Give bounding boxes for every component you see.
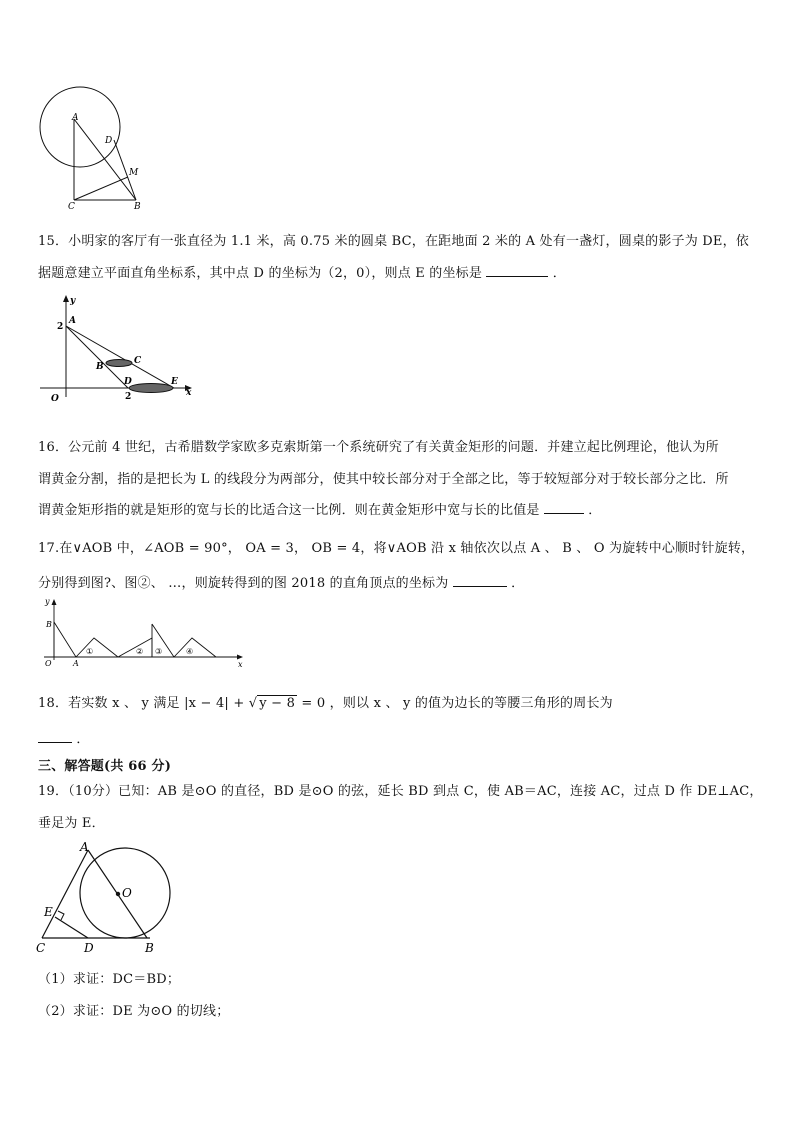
q19-label-C: C [36, 941, 46, 955]
q15-shadow [129, 384, 173, 393]
q17-triangle-4 [174, 638, 216, 657]
q15-line2-row [38, 262, 566, 281]
q18-sqrt: √ y − 8 [248, 696, 296, 711]
q19-label-B: B [145, 941, 154, 955]
q15-figure [36, 292, 201, 404]
q14-label-M: M [129, 168, 139, 178]
q17-label-circle3: ③ [155, 647, 163, 656]
q19-part1: （1）求证：DC＝BD； [38, 972, 181, 987]
q15-end: ． [552, 266, 566, 281]
q15-line1: 15．小明家的客厅有一张直径为 1.1 米，高 0.75 米的圆桌 BC，在距地面 2 米的 A 处有一盏灯，圆桌的影子为 DE，依 [38, 234, 749, 249]
q15-line-AD [66, 326, 128, 388]
q19-label-O: O [122, 886, 132, 900]
q19-line1: 19．（10分）已知：AB 是⊙O 的直径，BD 是⊙O 的弦，延长 BD 到点 C，使 AB＝AC，连接 AC，过点 D 作 DE⊥AC， [38, 784, 763, 799]
q15-label-A: A [69, 316, 76, 326]
q16-end: ． [588, 503, 602, 518]
q15-label-B: B [96, 362, 104, 372]
q17-figure [36, 594, 251, 670]
q19-label-D: D [84, 941, 94, 955]
q19-label-A: A [80, 840, 89, 854]
q16-line2: 谓黄金分割，指的是把长为 L 的线段分为两部分，使其中较长部分对于全部之比，等于较短部分对于较长部分之比．所 [38, 472, 729, 487]
section3-title: 三、解答题(共 66 分) [38, 759, 172, 774]
q15-label-y: y [70, 296, 76, 306]
q15-label-O: O [51, 394, 59, 404]
q19-center-dot [116, 892, 120, 896]
q17-answer-blank[interactable] [453, 574, 507, 587]
q18-answer-blank[interactable] [38, 730, 72, 743]
q16-line3-row [38, 499, 602, 518]
q18-sqrt-arg: y − 8 [259, 696, 296, 711]
q14-label-A: A [72, 113, 79, 123]
q15-label-x: x [186, 388, 192, 398]
q19-right-angle-mark [58, 911, 64, 920]
q17-triangle-2 [118, 638, 152, 657]
q19-part2: （2）求证：DE 为⊙O 的切线； [38, 1004, 230, 1019]
q15-label-2y: 2 [57, 322, 64, 332]
q14-line-CM [74, 177, 128, 200]
q19-label-E: E [44, 905, 53, 919]
q17-x-arrow [237, 655, 243, 660]
q16-line1: 16．公元前 4 世纪，古希腊数学家欧多克索斯第一个系统研究了有关黄金矩形的问题．并建立起比例理论，他认为所 [38, 440, 719, 455]
q17-y-arrow [52, 599, 57, 605]
q18-eq: = 0 [301, 696, 326, 711]
q14-label-C: C [68, 202, 75, 212]
q17-line2: 分别得到图?、图②、 …，则旋转得到的图 2018 的直角顶点的坐标为 [38, 576, 449, 591]
q17-label-circle1: ① [86, 647, 94, 656]
q17-label-A: A [73, 659, 79, 668]
q19-line-DE [55, 917, 88, 938]
q17-label-circle2: ② [136, 647, 144, 656]
q15-y-arrow [63, 295, 69, 302]
q16-answer-blank[interactable] [544, 501, 584, 514]
q15-answer-blank[interactable] [486, 264, 548, 277]
q15-label-2x: 2 [125, 392, 132, 402]
q19-line-AC [42, 850, 88, 938]
q17-label-circle4: ④ [186, 647, 194, 656]
q15-label-E: E [171, 377, 178, 387]
q18-prefix: 18．若实数 x 、 y 满足 [38, 696, 180, 711]
q18-end: ． [76, 732, 90, 747]
q14-label-B: B [134, 202, 141, 212]
q17-line2-row [38, 572, 524, 591]
q17-end: ． [511, 576, 525, 591]
q14-label-D: D [105, 136, 113, 146]
q14-line-AB [74, 119, 136, 200]
q14-figure [30, 85, 160, 215]
q17-line1: 17.在∨AOB 中，∠AOB = 90°， OA = 3， OB = 4，将∨AOB 沿 x 轴依次以点 A 、 B 、 O 为旋转中心顺时针旋转， [38, 541, 755, 556]
q18-abs: |x − 4| [184, 696, 230, 711]
q18-answer-row [38, 728, 90, 747]
q17-triangle-original [54, 622, 76, 657]
q15-line-AE [66, 326, 174, 388]
q19-figure [30, 838, 180, 956]
q17-label-O: O [45, 659, 52, 668]
q18-plus: + [233, 696, 245, 711]
q16-line3: 谓黄金矩形指的就是矩形的宽与长的比适合这一比例．则在黄金矩形中宽与长的比值是 [38, 503, 540, 518]
q17-label-y: y [45, 597, 50, 606]
q15-label-C: C [134, 356, 142, 366]
q18-line [38, 692, 613, 711]
q18-suffix: ，则以 x 、 y 的值为边长的等腰三角形的周长为 [329, 696, 613, 711]
q15-label-D: D [124, 377, 132, 387]
q17-label-B: B [46, 620, 52, 629]
q15-table-top [106, 360, 132, 367]
q17-label-x: x [238, 660, 243, 669]
q15-line2: 据题意建立平面直角坐标系，其中点 D 的坐标为（2，0），则点 E 的坐标是 [38, 266, 483, 281]
q17-triangle-1 [76, 638, 118, 657]
q19-line2: 垂足为 E． [38, 816, 105, 831]
